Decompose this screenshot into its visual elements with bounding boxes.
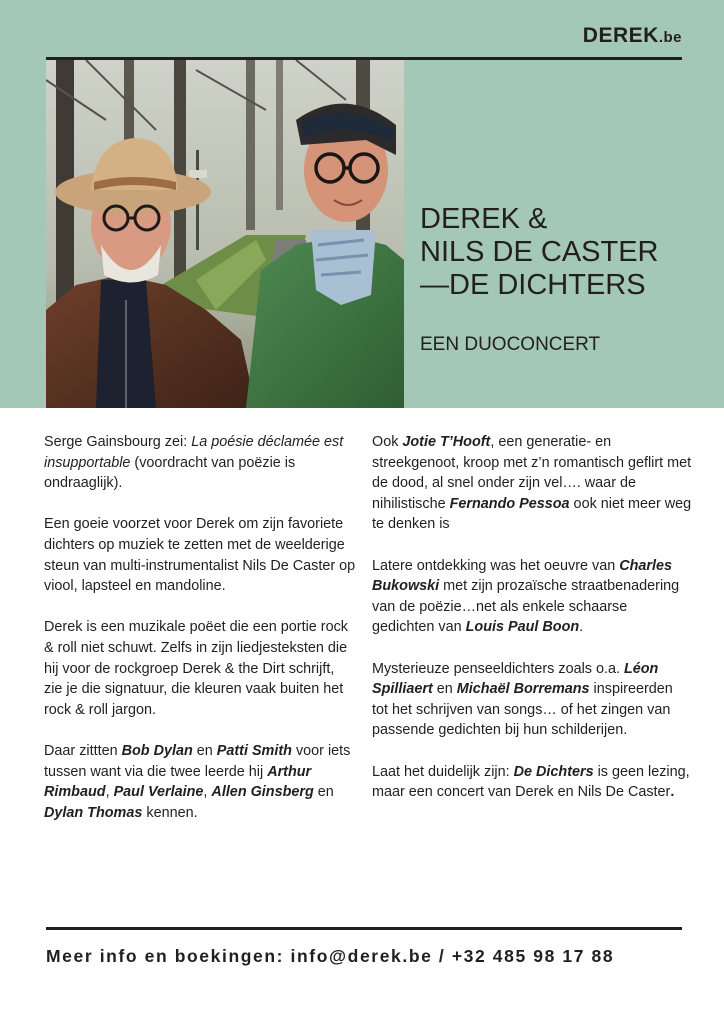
text-run: en — [192, 742, 217, 759]
hero-banner — [0, 0, 724, 408]
text-run: Een goeie voorzet voor Derek om zijn favoriete dichters op muziek te zetten met de weelderige steun van multi-instrumentalist Nils De Caster op viool, lapsteel en mandoline. — [44, 516, 356, 595]
duo-photo — [46, 60, 404, 408]
bottom-rule — [46, 927, 682, 930]
emphasized-name: Léon Spilliaert — [372, 660, 659, 698]
emphasized-name: Jotie T’Hooft — [402, 434, 491, 450]
text-run: , een generatie- en streekgenoot, kroop met z’n romantisch geflirt met de dood, al snel onder zijn vel…. waar de nihilistische — [372, 434, 692, 512]
title-line: NILS DE CASTER — [420, 236, 659, 268]
contact-footer: Meer info en boekingen: info@derek.be / +32 485 98 17 88 — [46, 946, 615, 966]
text-run: (voordracht van poëzie is ondraaglijk). — [44, 454, 296, 492]
emphasized-name: Allen Ginsberg — [211, 784, 314, 801]
text-run: Daar zittten — [44, 742, 122, 759]
emphasized-name: Louis Paul Boon — [465, 619, 580, 636]
logo-tld: .be — [658, 29, 682, 46]
text-run: inspireerden tot het schrijven van songs… of het zingen van passende gedichten bij hun schilderijen. — [372, 681, 673, 739]
paragraph — [44, 514, 356, 596]
title-line: —DE DICHTERS — [420, 269, 646, 301]
title-line: DEREK & — [420, 203, 548, 235]
text-run: Mysterieuze penseeldichters zoals o.a. — [372, 660, 624, 677]
text-run: met zijn prozaïsche straatbenadering van de poëzie…net als enkele schaarse gedichten van — [372, 578, 680, 636]
paragraph — [372, 659, 692, 741]
text-run: en — [432, 681, 457, 698]
text-run: Ook — [372, 434, 403, 450]
logo-main: DEREK — [582, 24, 659, 47]
concert-subtitle: EEN DUOCONCERT — [420, 334, 601, 355]
paragraph — [44, 617, 356, 720]
text-run: , — [105, 784, 114, 801]
text-run: Laat het duidelijk zijn: — [372, 763, 514, 780]
emphasized-name: Patti Smith — [216, 742, 292, 759]
emphasized-name: Arthur Rimbaud — [44, 763, 312, 801]
paragraph — [372, 762, 692, 803]
text-run: Serge Gainsbourg zei: — [44, 434, 192, 450]
right-text-column — [372, 432, 692, 823]
emphasized-name: Fernando Pessoa — [449, 495, 570, 512]
paragraph — [44, 432, 356, 494]
text-run: is geen lezing, maar een concert van Derek en Nils De Caster — [372, 763, 690, 801]
text-run: ook niet meer weg te denken is — [372, 495, 692, 533]
emphasized-name: Paul Verlaine — [113, 784, 204, 801]
text-run: Latere ontdekking was het oeuvre van — [372, 557, 620, 574]
bold-text: . — [670, 784, 675, 801]
text-run: kennen. — [142, 804, 198, 821]
emphasized-name: De Dichters — [513, 763, 594, 780]
concert-title — [420, 203, 710, 302]
text-run: , — [203, 784, 212, 801]
text-run: en — [313, 784, 334, 801]
left-text-column — [44, 432, 356, 844]
text-run: . — [579, 619, 584, 636]
text-run: voor iets tussen want via die twee leerde hij — [44, 742, 351, 780]
paragraph — [372, 556, 692, 638]
emphasized-name: Bob Dylan — [121, 742, 193, 759]
logo — [583, 24, 682, 48]
emphasized-name: Charles Bukowski — [372, 557, 672, 595]
emphasized-name: Dylan Thomas — [44, 804, 143, 821]
emphasized-name: Michaël Borremans — [456, 681, 590, 698]
text-run: Derek is een muzikale poëet die een portie rock & roll niet schuwt. Zelfs in zijn liedjesteksten die hij voor de rockgroep Derek & the Dirt schrijft, zie je die signatuur, die kleuren vaak buiten het rock & roll jargon. — [44, 619, 348, 718]
paragraph — [44, 741, 356, 823]
paragraph — [372, 432, 692, 535]
italic-quote: La poésie déclamée est insupportable — [44, 434, 344, 471]
